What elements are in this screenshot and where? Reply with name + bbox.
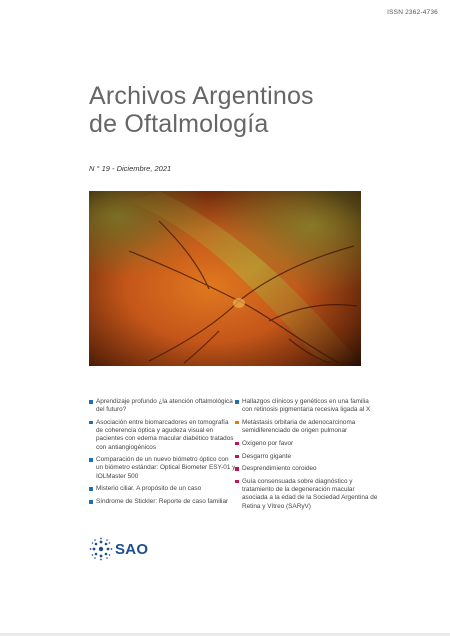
toc-item-title: Hallazgos clínicos y genéticos en una familia con retinosis pigmentaria recesiva ligada al X <box>242 398 371 414</box>
toc-item-title: Asociación entre biomarcadores en tomografía de coherencia óptica y agudeza visual en pacientes con edema macular diabético tratados con antiangiogénicos <box>96 418 234 451</box>
toc-item-title: Desgarro gigante <box>242 452 292 460</box>
square-bullet-icon <box>235 480 239 484</box>
square-bullet-icon <box>235 421 239 425</box>
square-bullet-icon <box>235 467 239 471</box>
table-of-contents-left <box>89 398 237 511</box>
journal-title <box>89 82 314 138</box>
square-bullet-icon <box>235 455 239 459</box>
sao-logo <box>89 537 148 561</box>
square-bullet-icon <box>89 400 93 404</box>
square-bullet-icon <box>89 500 93 504</box>
toc-item-title: Desprendimiento coroideo <box>242 465 317 473</box>
toc-item-title: Oxígeno por favor <box>242 439 294 447</box>
toc-item-title: Guía consensuada sobre diagnóstico y tratamiento de la degeneración macular asociada a la edad de la Sociedad Argentina de Retina y Vítreo (SARyV) <box>242 477 378 510</box>
toc-item <box>89 419 237 452</box>
toc-item-title: Metástasis orbitaria de adenocarcinoma semidiferenciado de origen pulmonar <box>242 418 356 435</box>
toc-item <box>89 456 237 481</box>
toc-item <box>235 465 380 473</box>
journal-title-line-1: Archivos Argentinos <box>89 82 314 110</box>
toc-item <box>235 440 380 448</box>
toc-item <box>89 398 237 414</box>
toc-item-title: Comparación de un nuevo biómetro óptico con un biómetro estándar: Optical Biometer ESY-01 y IOLMaster 500 <box>96 456 236 480</box>
toc-item <box>235 419 380 435</box>
sao-dots-icon <box>89 537 113 561</box>
retina-photograph <box>89 191 361 366</box>
toc-item-title: Aprendizaje profundo ¿la atención oftalmológica del futuro? <box>96 398 233 414</box>
square-bullet-icon <box>235 400 239 404</box>
toc-item <box>89 498 237 506</box>
journal-title-line-2: de Oftalmología <box>89 110 269 138</box>
toc-item <box>89 485 237 493</box>
toc-item <box>235 453 380 461</box>
table-of-contents-right <box>235 398 380 515</box>
square-bullet-icon <box>89 421 93 425</box>
retina-image-icon <box>89 191 361 366</box>
square-bullet-icon <box>89 487 93 491</box>
toc-item-title: Síndrome de Stickler: Reporte de caso familiar <box>96 498 229 506</box>
issue-label: N ° 19 - Diciembre, 2021 <box>89 164 172 173</box>
toc-item <box>235 398 380 414</box>
square-bullet-icon <box>89 458 93 462</box>
sao-logo-text: SAO <box>115 540 149 558</box>
toc-item-title: Misterio ciliar. A propósito de un caso <box>96 485 202 493</box>
issn-label: ISSN 2362-4736 <box>387 9 438 16</box>
square-bullet-icon <box>235 442 239 446</box>
toc-item <box>235 478 380 511</box>
